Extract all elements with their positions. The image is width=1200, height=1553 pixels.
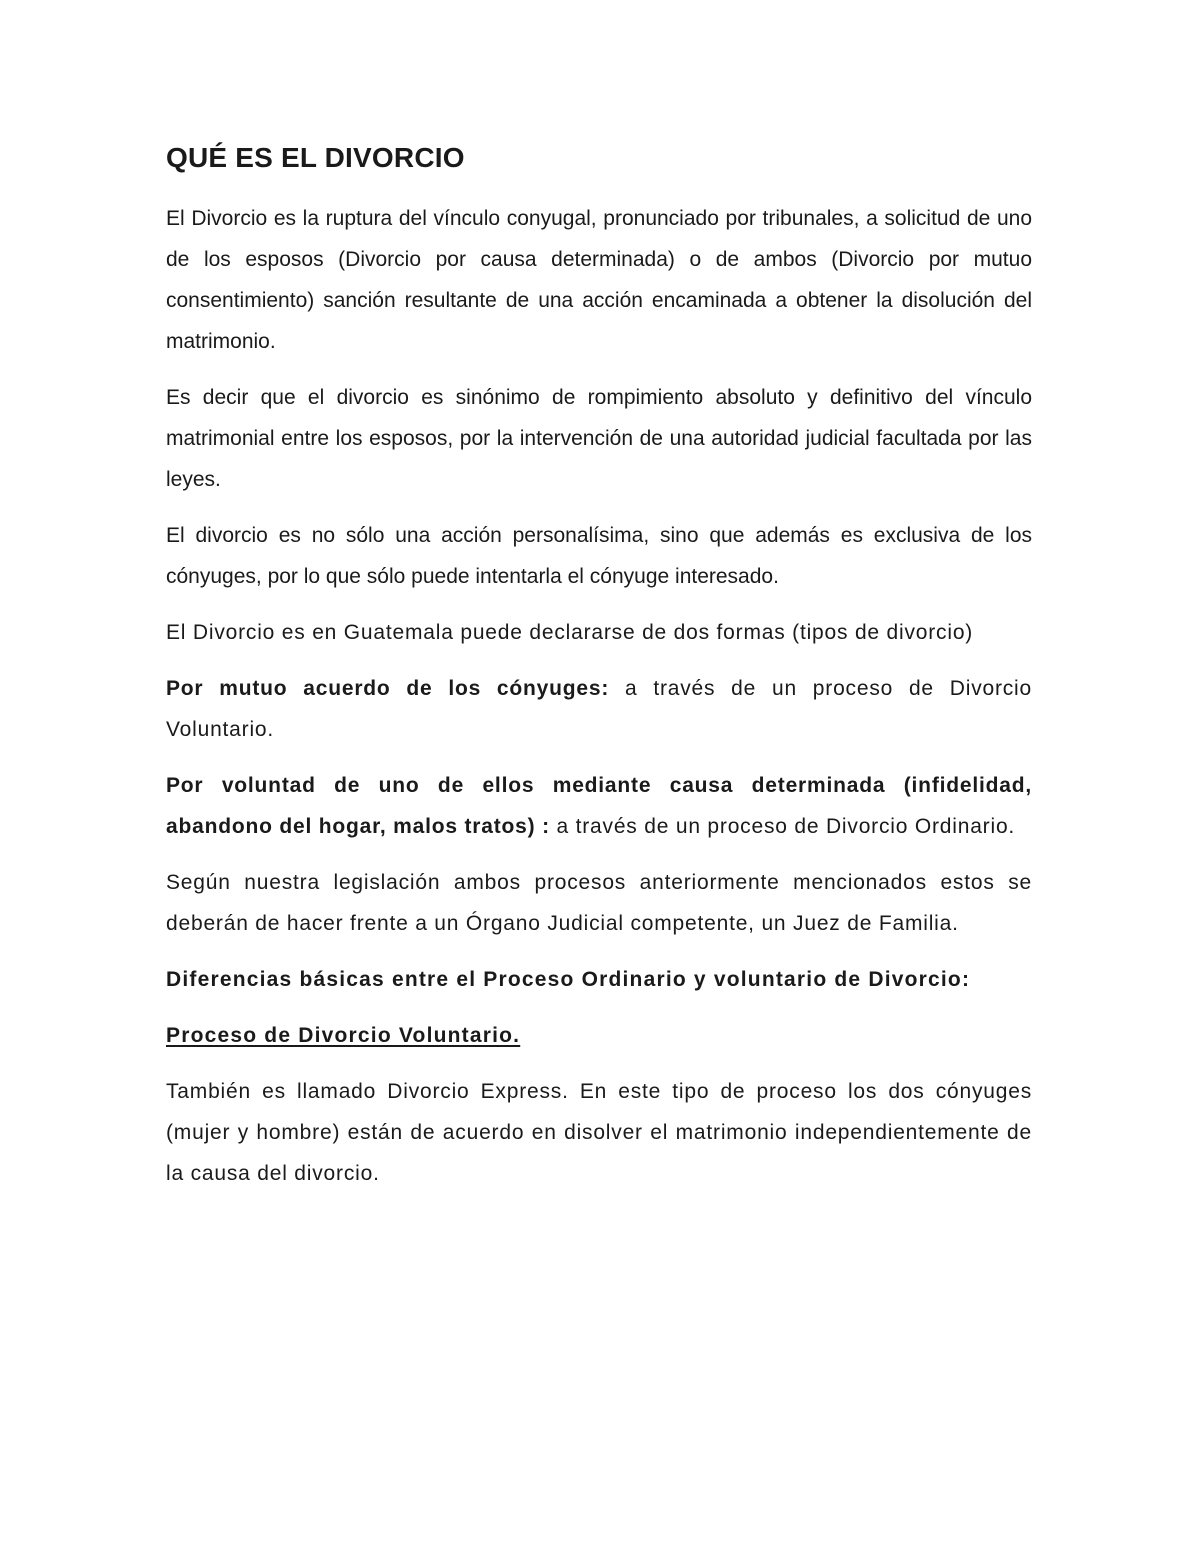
document-body: [166, 136, 1032, 1209]
paragraph-definition: El Divorcio es la ruptura del vínculo conyugal, pronunciado por tribunales, a solicitud de uno de los esposos (Divorcio por causa determinada) o de ambos (Divorcio por mutuo consentimiento) sanción resultante de una acción encaminada a obtener la disolución del matrimonio.: [166, 207, 1032, 353]
one-party-will-text: a través de un proceso de Divorcio Ordinario.: [549, 815, 1016, 838]
mutual-agreement-label: Por mutuo acuerdo de los cónyuges:: [166, 677, 610, 700]
document-title: QUÉ ES EL DIVORCIO: [166, 142, 465, 173]
section-heading-voluntary-process: Proceso de Divorcio Voluntario.: [166, 1024, 521, 1047]
paragraph-synonym: Es decir que el divorcio es sinónimo de rompimiento absoluto y definitivo del vínculo matrimonial entre los esposos, por la intervención de una autoridad judicial facultada por las leyes.: [166, 386, 1032, 491]
mutual-agreement-text: a través de un proceso de Divorcio Voluntario.: [166, 677, 1033, 741]
paragraph-legislation: Según nuestra legislación ambos procesos anteriormente mencionados estos se deberán de hacer frente a un Órgano Judicial competente, un Juez de Familia.: [166, 871, 1032, 935]
paragraph-one-party-will: [166, 765, 1032, 847]
one-party-will-label: Por voluntad de uno de ellos mediante causa determinada (infidelidad, abandono del hogar, malos tratos) :: [166, 774, 1032, 838]
paragraph-guatemala-forms: El Divorcio es en Guatemala puede declararse de dos formas (tipos de divorcio): [166, 621, 974, 644]
section-heading-differences: Diferencias básicas entre el Proceso Ordinario y voluntario de Divorcio:: [166, 968, 971, 991]
paragraph-express-divorce: También es llamado Divorcio Express. En este tipo de proceso los dos cónyuges (mujer y hombre) están de acuerdo en disolver el matrimonio independientemente de la causa del divorcio.: [166, 1080, 1032, 1185]
paragraph-personal-action: El divorcio es no sólo una acción personalísima, sino que además es exclusiva de los cónyuges, por lo que sólo puede intentarla el cónyuge interesado.: [166, 524, 1032, 588]
paragraph-mutual-agreement: [166, 668, 1032, 750]
